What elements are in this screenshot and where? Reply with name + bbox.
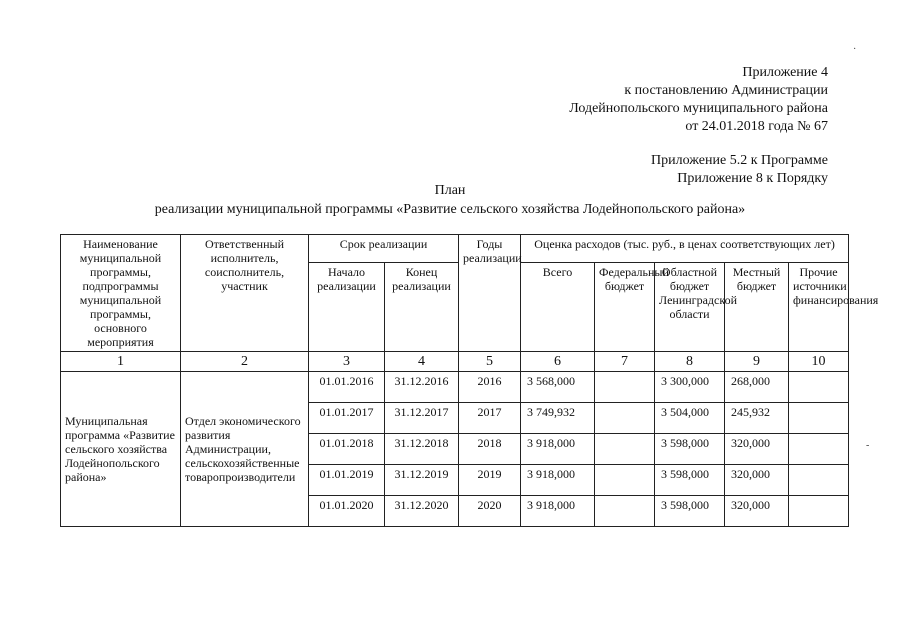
federal-cell bbox=[595, 434, 655, 465]
table-row bbox=[61, 372, 849, 403]
col-header-regional: Областной бюджет Ленинградской области bbox=[655, 262, 725, 351]
year-cell: 2018 bbox=[459, 434, 521, 465]
appendix-line: Приложение 4 bbox=[742, 65, 828, 80]
end-date-cell: 31.12.2020 bbox=[385, 496, 459, 527]
col-header-name: Наименование муниципальной программы, подпрограммы муниципальной программы, основного мероприятия bbox=[61, 235, 181, 352]
year-cell: 2019 bbox=[459, 465, 521, 496]
local-cell: 268,000 bbox=[725, 372, 789, 403]
year-cell: 2020 bbox=[459, 496, 521, 527]
other-cell bbox=[789, 403, 849, 434]
col-header-term: Срок реализации bbox=[309, 235, 459, 263]
regional-cell: 3 504,000 bbox=[655, 403, 725, 434]
column-number: 4 bbox=[385, 352, 459, 372]
start-date-cell: 01.01.2020 bbox=[309, 496, 385, 527]
federal-cell bbox=[595, 496, 655, 527]
local-cell: 320,000 bbox=[725, 434, 789, 465]
other-cell bbox=[789, 434, 849, 465]
appendix-line: Приложение 5.2 к Программе bbox=[651, 153, 828, 168]
col-header-other: Прочие источники финансирования bbox=[789, 262, 849, 351]
end-date-cell: 31.12.2016 bbox=[385, 372, 459, 403]
column-number: 7 bbox=[595, 352, 655, 372]
appendix-line: к постановлению Администрации bbox=[624, 83, 828, 98]
col-header-total: Всего bbox=[521, 262, 595, 351]
total-cell: 3 918,000 bbox=[521, 434, 595, 465]
total-cell: 3 918,000 bbox=[521, 465, 595, 496]
appendix-line: Лодейнопольского муниципального района bbox=[569, 101, 828, 116]
total-cell: 3 568,000 bbox=[521, 372, 595, 403]
regional-cell: 3 598,000 bbox=[655, 496, 725, 527]
local-cell: 245,932 bbox=[725, 403, 789, 434]
col-header-start: Начало реализации bbox=[309, 262, 385, 351]
federal-cell bbox=[595, 465, 655, 496]
start-date-cell: 01.01.2018 bbox=[309, 434, 385, 465]
plan-table bbox=[60, 234, 879, 527]
total-cell: 3 918,000 bbox=[521, 496, 595, 527]
local-cell: 320,000 bbox=[725, 465, 789, 496]
column-number: 1 bbox=[61, 352, 181, 372]
start-date-cell: 01.01.2016 bbox=[309, 372, 385, 403]
column-number: 3 bbox=[309, 352, 385, 372]
col-header-local: Местный бюджет bbox=[725, 262, 789, 351]
regional-cell: 3 598,000 bbox=[655, 434, 725, 465]
column-number: 8 bbox=[655, 352, 725, 372]
start-date-cell: 01.01.2019 bbox=[309, 465, 385, 496]
col-header-costs: Оценка расходов (тыс. руб., в ценах соответствующих лет) bbox=[521, 235, 849, 263]
regional-cell: 3 300,000 bbox=[655, 372, 725, 403]
executor-cell: Отдел экономического развития Администрации, сельскохозяйственные товаропроизводители bbox=[181, 372, 309, 527]
other-cell bbox=[789, 465, 849, 496]
local-cell: 320,000 bbox=[725, 496, 789, 527]
federal-cell bbox=[595, 403, 655, 434]
col-header-executor: Ответственный исполнитель, соисполнитель, участник bbox=[181, 235, 309, 352]
column-number: 6 bbox=[521, 352, 595, 372]
appendix-line: от 24.01.2018 года № 67 bbox=[685, 119, 828, 134]
column-number-row bbox=[61, 352, 849, 372]
scan-speck: - bbox=[866, 440, 870, 451]
col-header-federal: Федеральный бюджет bbox=[595, 262, 655, 351]
regional-cell: 3 598,000 bbox=[655, 465, 725, 496]
end-date-cell: 31.12.2017 bbox=[385, 403, 459, 434]
other-cell bbox=[789, 496, 849, 527]
document-title: План bbox=[434, 183, 466, 198]
end-date-cell: 31.12.2019 bbox=[385, 465, 459, 496]
column-number: 2 bbox=[181, 352, 309, 372]
appendix-line: Приложение 8 к Порядку bbox=[677, 171, 828, 186]
year-cell: 2016 bbox=[459, 372, 521, 403]
header-row bbox=[61, 235, 849, 263]
column-number: 9 bbox=[725, 352, 789, 372]
appendix-header bbox=[569, 64, 828, 188]
total-cell: 3 749,932 bbox=[521, 403, 595, 434]
col-header-years: Годы реализации bbox=[459, 235, 521, 352]
column-number: 10 bbox=[789, 352, 849, 372]
program-name-cell: Муниципальная программа «Развитие сельского хозяйства Лодейнопольского района» bbox=[61, 372, 181, 527]
year-cell: 2017 bbox=[459, 403, 521, 434]
scan-speck: · bbox=[853, 44, 857, 55]
federal-cell bbox=[595, 372, 655, 403]
other-cell bbox=[789, 372, 849, 403]
end-date-cell: 31.12.2018 bbox=[385, 434, 459, 465]
start-date-cell: 01.01.2017 bbox=[309, 403, 385, 434]
document-subtitle: реализации муниципальной программы «Развитие сельского хозяйства Лодейнопольского района» bbox=[154, 202, 746, 217]
col-header-end: Конец реализации bbox=[385, 262, 459, 351]
column-number: 5 bbox=[459, 352, 521, 372]
